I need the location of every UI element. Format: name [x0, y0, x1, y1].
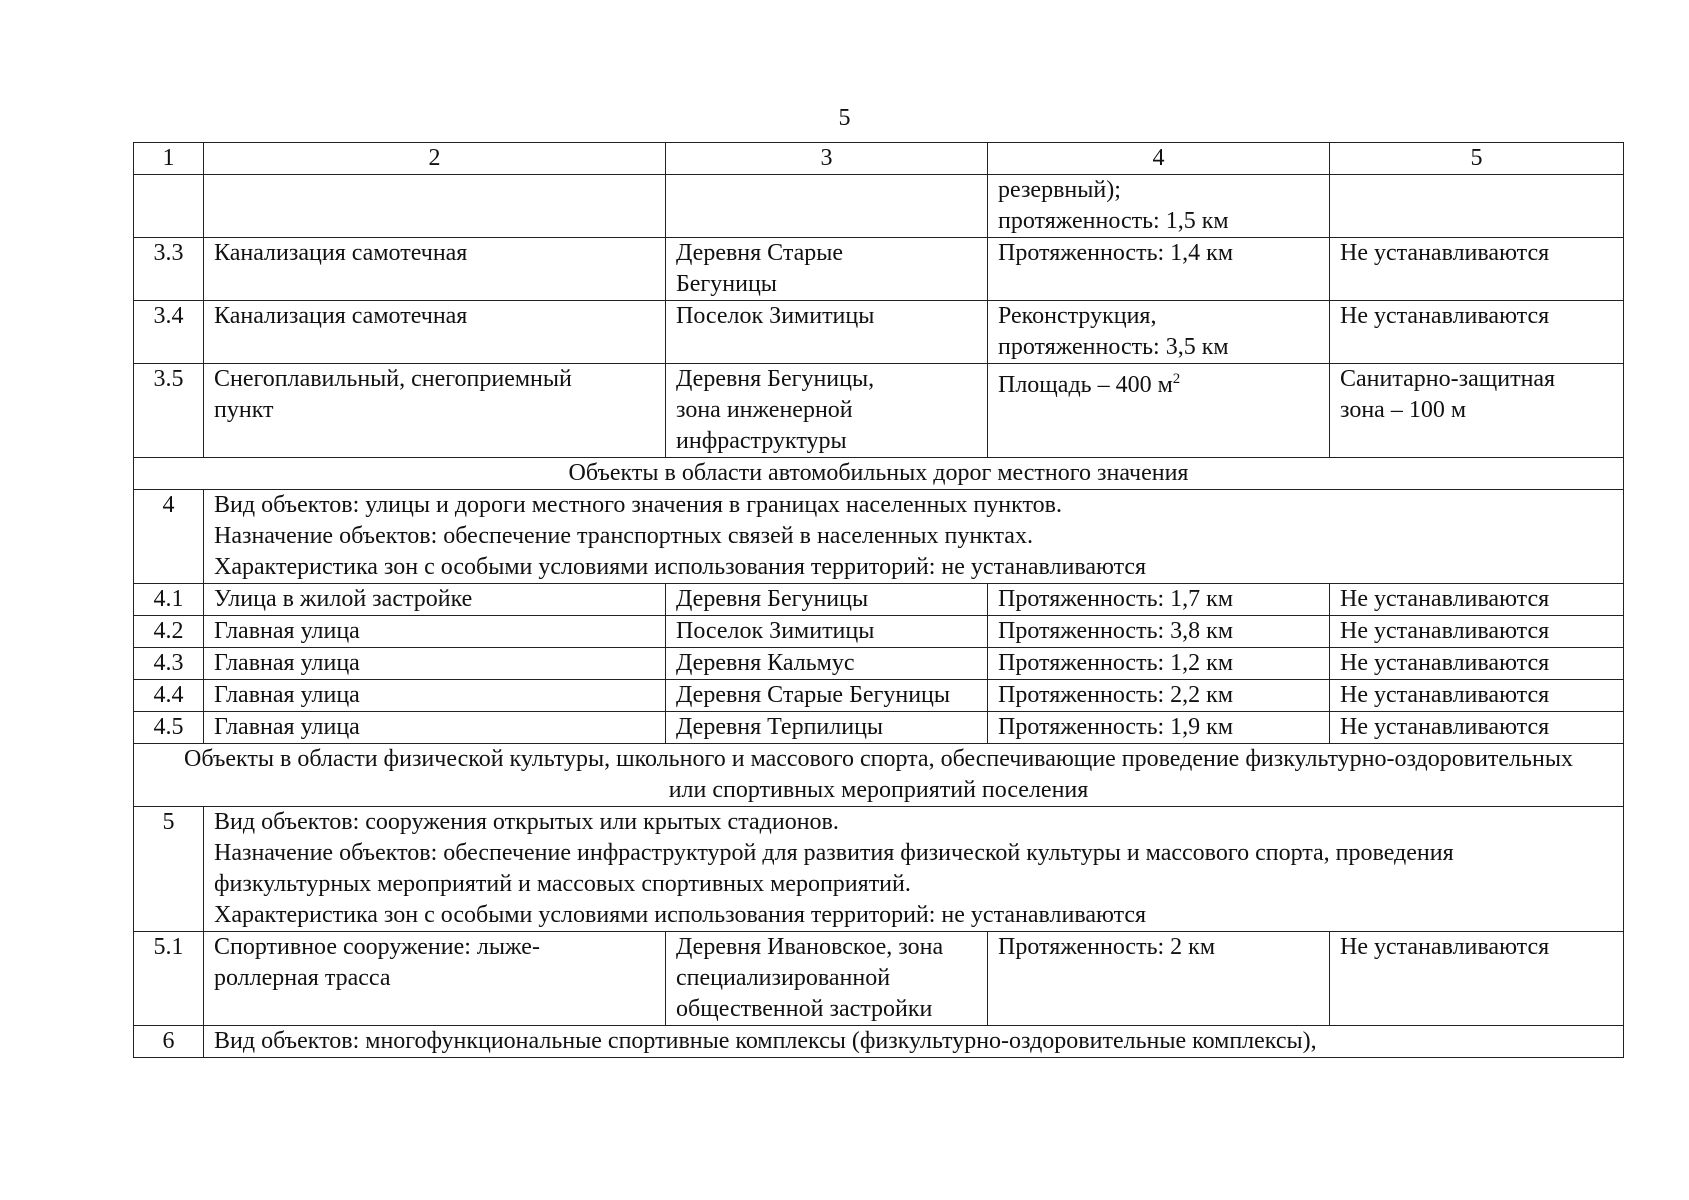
zone-characteristics: Не устанавливаются — [1330, 238, 1624, 301]
cell-line: роллерная трасса — [214, 965, 391, 991]
row-number: 4.3 — [134, 648, 204, 680]
cell-line: Спортивное сооружение: лыже- — [214, 934, 540, 960]
row-number: 3.5 — [134, 364, 204, 458]
row-number: 4.2 — [134, 616, 204, 648]
object-location — [666, 238, 988, 301]
group-line: Вид объектов: сооружения открытых или крытых стадионов. — [214, 809, 839, 835]
section-title: Объекты в области автомобильных дорог местного значения — [134, 458, 1624, 490]
row-number: 5.1 — [134, 932, 204, 1026]
object-characteristics: Протяженность: 2 км — [988, 932, 1330, 1026]
object-name: Главная улица — [204, 680, 666, 712]
group-line: Назначение объектов: обеспечение инфраструктурой для развития физической культуры и массового спорта, проведения физкультурных мероприятий и массовых спортивных мероприятий. — [214, 840, 1454, 897]
zone-characteristics: Не устанавливаются — [1330, 932, 1624, 1026]
table-row — [134, 680, 1624, 712]
object-location — [666, 364, 988, 458]
row-number — [134, 175, 204, 238]
header-cell: 1 — [134, 143, 204, 175]
object-characteristics: Протяженность: 1,7 км — [988, 584, 1330, 616]
group-number: 4 — [134, 490, 204, 584]
header-cell: 3 — [666, 143, 988, 175]
table-row — [134, 364, 1624, 458]
cell-line: общественной застройки — [676, 996, 933, 1022]
table-row — [134, 932, 1624, 1026]
object-characteristics: Протяженность: 2,2 км — [988, 680, 1330, 712]
row-number: 3.4 — [134, 301, 204, 364]
table-row — [134, 238, 1624, 301]
object-location: Поселок Зимитицы — [666, 616, 988, 648]
cell-line: зона инженерной — [676, 397, 853, 423]
cell-line: протяженность: 3,5 км — [998, 334, 1229, 360]
group-description — [204, 490, 1624, 584]
table-row — [134, 616, 1624, 648]
cell-line: Деревня Ивановское, зона — [676, 934, 944, 960]
group-row — [134, 1026, 1624, 1058]
group-line: Характеристика зон с особыми условиями использования территорий: не устанавливаются — [214, 554, 1147, 580]
group-line: Назначение объектов: обеспечение транспортных связей в населенных пунктах. — [214, 523, 1033, 549]
group-number: 6 — [134, 1026, 204, 1058]
object-name: Главная улица — [204, 616, 666, 648]
section-title: Объекты в области физической культуры, школьного и массового спорта, обеспечивающие проведение физкультурно-оздоровительных или спортивных мероприятий поселения — [134, 744, 1624, 807]
table-row — [134, 712, 1624, 744]
cell-line: протяженность: 1,5 км — [998, 208, 1229, 234]
row-number: 4.4 — [134, 680, 204, 712]
table-row — [134, 648, 1624, 680]
group-row — [134, 490, 1624, 584]
object-characteristics — [988, 364, 1330, 458]
zone-characteristics: Не устанавливаются — [1330, 648, 1624, 680]
cell-line: пункт — [214, 397, 274, 423]
area-value: Площадь – 400 м — [998, 372, 1173, 398]
object-name: Главная улица — [204, 648, 666, 680]
cell-line: зона – 100 м — [1340, 397, 1467, 423]
object-name: Улица в жилой застройке — [204, 584, 666, 616]
cell-line: Деревня Бегуницы, — [676, 366, 875, 392]
area-unit-superscript: 2 — [1172, 371, 1181, 387]
object-name — [204, 175, 666, 238]
row-number: 4.1 — [134, 584, 204, 616]
object-characteristics — [988, 175, 1330, 238]
group-description — [204, 807, 1624, 932]
cell-line: Снегоплавильный, снегоприемный — [214, 366, 572, 392]
object-location: Деревня Старые Бегуницы — [666, 680, 988, 712]
group-line: Характеристика зон с особыми условиями использования территорий: не устанавливаются — [214, 902, 1147, 928]
cell-line: Санитарно-защитная — [1340, 366, 1556, 392]
object-characteristics: Протяженность: 1,4 км — [988, 238, 1330, 301]
object-name — [204, 364, 666, 458]
cell-line: Деревня Старые — [676, 240, 844, 266]
zone-characteristics: Не устанавливаются — [1330, 584, 1624, 616]
object-characteristics: Протяженность: 1,9 км — [988, 712, 1330, 744]
header-cell: 2 — [204, 143, 666, 175]
section-row — [134, 458, 1624, 490]
object-location — [666, 175, 988, 238]
row-number: 3.3 — [134, 238, 204, 301]
group-description: Вид объектов: многофункциональные спортивные комплексы (физкультурно-оздоровительные комплексы), — [204, 1026, 1624, 1058]
object-location: Деревня Терпилицы — [666, 712, 988, 744]
object-characteristics: Протяженность: 3,8 км — [988, 616, 1330, 648]
zone-characteristics — [1330, 175, 1624, 238]
object-location: Деревня Бегуницы — [666, 584, 988, 616]
object-location: Деревня Кальмус — [666, 648, 988, 680]
cell-line: инфраструктуры — [676, 428, 847, 454]
cell-line: резервный); — [998, 177, 1121, 203]
object-location — [666, 932, 988, 1026]
group-number: 5 — [134, 807, 204, 932]
object-name — [204, 932, 666, 1026]
page-number: 5 — [838, 105, 851, 131]
group-row — [134, 807, 1624, 932]
cell-line: Бегуницы — [676, 271, 777, 297]
object-characteristics: Протяженность: 1,2 км — [988, 648, 1330, 680]
zone-characteristics — [1330, 364, 1624, 458]
header-cell: 5 — [1330, 143, 1624, 175]
table-row — [134, 584, 1624, 616]
table-row — [134, 301, 1624, 364]
group-line: Вид объектов: улицы и дороги местного значения в границах населенных пунктов. — [214, 492, 1062, 518]
zone-characteristics: Не устанавливаются — [1330, 712, 1624, 744]
object-location: Поселок Зимитицы — [666, 301, 988, 364]
cell-line: Реконструкция, — [998, 303, 1157, 329]
header-row — [134, 143, 1624, 175]
zone-characteristics: Не устанавливаются — [1330, 680, 1624, 712]
object-name: Главная улица — [204, 712, 666, 744]
row-number: 4.5 — [134, 712, 204, 744]
section-row — [134, 744, 1624, 807]
header-cell: 4 — [988, 143, 1330, 175]
object-name: Канализация самотечная — [204, 238, 666, 301]
cell-line: специализированной — [676, 965, 891, 991]
objects-table — [133, 142, 1624, 1058]
table-row — [134, 175, 1624, 238]
zone-characteristics: Не устанавливаются — [1330, 616, 1624, 648]
object-characteristics — [988, 301, 1330, 364]
zone-characteristics: Не устанавливаются — [1330, 301, 1624, 364]
object-name: Канализация самотечная — [204, 301, 666, 364]
